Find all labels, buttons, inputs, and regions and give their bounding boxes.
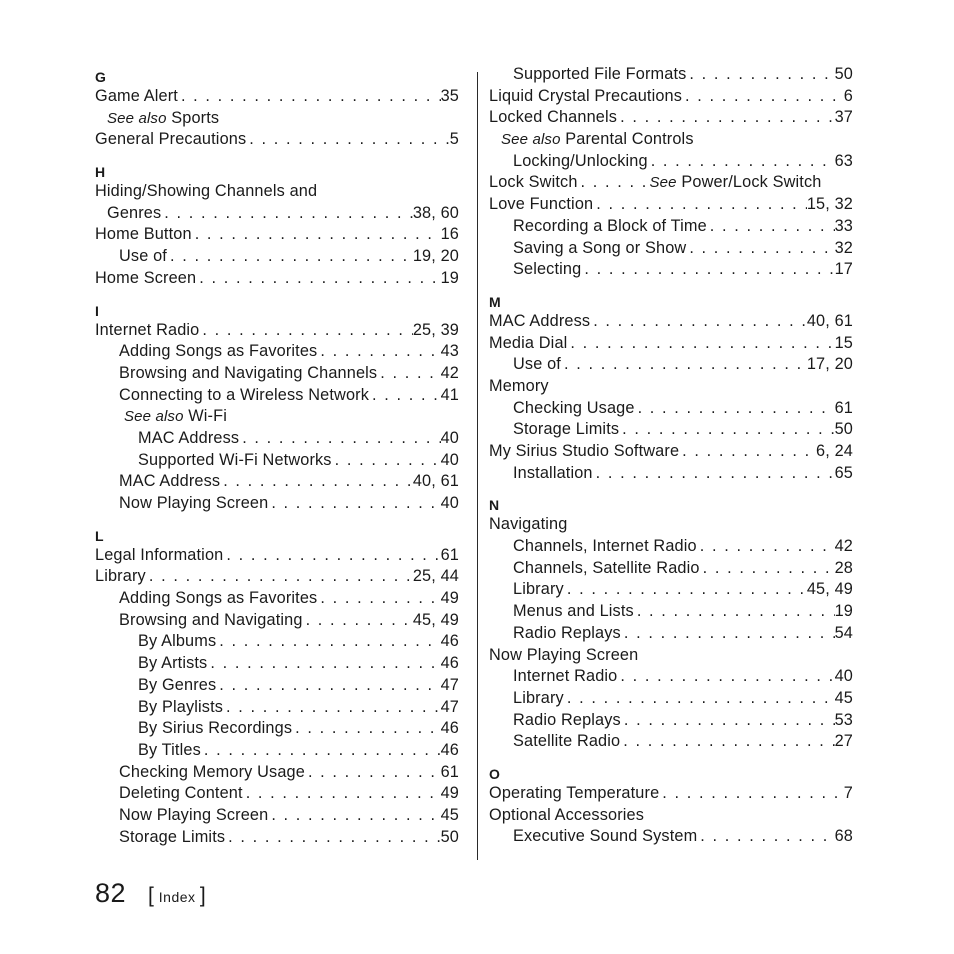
index-term: By Sirius Recordings	[138, 719, 293, 738]
index-entry	[95, 740, 459, 762]
index-term: Genres	[107, 203, 162, 222]
page-reference: 19, 20	[412, 247, 459, 266]
see-also-label: See also	[501, 131, 561, 149]
index-term: By Genres	[138, 675, 217, 694]
index-entry	[95, 697, 459, 719]
index-letter-heading: O	[489, 765, 500, 782]
index-entry	[489, 441, 853, 463]
index-entry	[95, 246, 459, 268]
index-entry	[95, 493, 459, 515]
dot-leader	[317, 341, 440, 363]
dot-leader	[561, 354, 807, 376]
index-entry	[489, 710, 853, 732]
dot-leader	[619, 419, 834, 441]
dot-leader	[635, 398, 835, 420]
index-term: By Albums	[138, 632, 217, 651]
page-reference: 50	[834, 420, 853, 439]
dot-leader	[292, 718, 440, 740]
dot-leader	[679, 441, 816, 463]
index-term: Now Playing Screen	[489, 645, 639, 664]
index-letter-heading: L	[95, 527, 104, 544]
section-name: Index	[158, 889, 196, 905]
index-entry	[489, 623, 853, 645]
page-reference: 68	[834, 827, 853, 846]
dot-leader	[268, 805, 440, 827]
dot-leader	[216, 631, 440, 653]
dot-leader	[590, 311, 807, 333]
index-term: Saving a Song or Show	[513, 238, 687, 257]
dot-leader	[369, 385, 441, 407]
page-reference: 46	[440, 632, 459, 651]
index-term: MAC Address	[119, 472, 221, 491]
index-term: By Playlists	[138, 697, 224, 716]
cross-reference: Power/Lock Switch	[681, 173, 822, 192]
page-reference: 15, 32	[806, 195, 853, 214]
index-entry	[489, 688, 853, 710]
index-term: Checking Usage	[513, 398, 635, 417]
index-term: By Titles	[138, 740, 201, 759]
page-reference: 63	[834, 151, 853, 170]
dot-leader	[216, 675, 440, 697]
index-entry	[95, 341, 459, 363]
index-term: Home Screen	[95, 268, 197, 287]
index-letter-heading: G	[95, 69, 106, 85]
dot-leader	[617, 666, 834, 688]
index-entry	[489, 129, 853, 151]
index-term: MAC Address	[138, 428, 240, 447]
index-entry	[95, 181, 459, 203]
page-reference: 53	[834, 710, 853, 729]
index-entry	[95, 653, 459, 675]
index-term: Adding Songs as Favorites	[119, 589, 318, 608]
index-term: Navigating	[489, 515, 568, 534]
dot-leader	[707, 216, 835, 238]
cross-reference: Wi-Fi	[188, 407, 227, 426]
dot-leader	[192, 224, 441, 246]
page-reference: 40	[440, 428, 459, 447]
page-reference: 37	[834, 108, 853, 127]
index-entry	[489, 645, 853, 667]
index-term: Installation	[513, 463, 593, 482]
page-reference: 5	[449, 130, 459, 149]
index-term: Memory	[489, 376, 549, 395]
dot-leader	[697, 536, 835, 558]
dot-leader	[317, 588, 440, 610]
index-entry	[95, 718, 459, 740]
page-reference: 49	[440, 589, 459, 608]
index-term: MAC Address	[489, 311, 591, 330]
dot-leader	[697, 826, 834, 848]
index-entry	[489, 536, 853, 558]
dot-leader	[207, 653, 440, 675]
page-reference: 15	[834, 333, 853, 352]
index-term: Checking Memory Usage	[119, 762, 305, 781]
index-entry	[489, 151, 853, 173]
page-reference: 19	[834, 602, 853, 621]
dot-leader	[223, 697, 441, 719]
page-reference: 49	[440, 784, 459, 803]
dot-leader	[220, 471, 413, 493]
page-reference: 40, 61	[412, 472, 459, 491]
index-term: Adding Songs as Favorites	[119, 342, 318, 361]
index-entry	[489, 579, 853, 601]
index-entry	[489, 826, 853, 848]
page-reference: 50	[440, 827, 459, 846]
index-term: Browsing and Navigating	[119, 610, 303, 629]
index-term: Satellite Radio	[513, 732, 621, 751]
page-reference: 61	[834, 398, 853, 417]
dot-leader	[303, 610, 413, 632]
index-term: Selecting	[513, 260, 582, 279]
index-entry	[489, 731, 853, 753]
index-term: Connecting to a Wireless Network	[119, 385, 370, 404]
page-reference: 61	[440, 762, 459, 781]
index-entry	[489, 238, 853, 260]
index-term: Operating Temperature	[489, 783, 660, 802]
page-reference: 41	[440, 385, 459, 404]
index-entry	[95, 224, 459, 246]
page-reference: 19	[440, 268, 459, 287]
index-entry	[489, 354, 853, 376]
index-column-right	[489, 64, 853, 848]
page-reference: 42	[834, 537, 853, 556]
see-also-label: See also	[124, 408, 184, 426]
index-entry	[95, 675, 459, 697]
index-entry	[95, 406, 459, 428]
index-term: Library	[513, 580, 564, 599]
index-letter-heading: I	[95, 302, 99, 319]
index-term: Internet Radio	[513, 667, 618, 686]
index-entry	[95, 827, 459, 849]
dot-leader	[305, 762, 441, 784]
dot-leader	[578, 172, 650, 194]
section-gap	[95, 515, 459, 523]
dot-leader	[659, 783, 844, 805]
page-number: 82	[95, 878, 127, 908]
index-term: Library	[95, 567, 146, 586]
index-entry	[95, 203, 459, 225]
see-label: See	[649, 174, 677, 192]
page-reference: 43	[440, 342, 459, 361]
index-entry	[489, 419, 853, 441]
index-term: Hiding/Showing Channels and	[95, 182, 318, 201]
index-entry	[489, 107, 853, 129]
index-entry	[95, 762, 459, 784]
page-reference: 33	[834, 216, 853, 235]
page-reference: 40	[834, 667, 853, 686]
dot-leader	[161, 203, 413, 225]
index-entry	[489, 259, 853, 281]
index-term: Now Playing Screen	[119, 805, 269, 824]
index-entry	[95, 450, 459, 472]
index-term: Now Playing Screen	[119, 494, 269, 512]
index-entry	[489, 333, 853, 355]
dot-leader	[621, 623, 835, 645]
index-entry	[95, 566, 459, 588]
index-entry	[95, 268, 459, 290]
index-term: By Artists	[138, 654, 208, 673]
index-entry	[489, 216, 853, 238]
page-reference: 28	[834, 558, 853, 577]
index-term: Menus and Lists	[513, 602, 634, 621]
dot-leader	[686, 64, 834, 86]
page-reference: 17, 20	[806, 355, 853, 374]
index-term: Game Alert	[95, 87, 178, 105]
page-reference: 7	[843, 783, 853, 802]
index-term: Supported Wi-Fi Networks	[138, 450, 332, 469]
page-reference: 38, 60	[412, 203, 459, 222]
dot-leader	[239, 428, 440, 450]
index-term: Library	[513, 688, 564, 707]
index-entry	[95, 631, 459, 653]
index-term: Lock Switch	[489, 173, 578, 192]
cross-reference: Parental Controls	[565, 130, 694, 149]
index-term: Locked Channels	[489, 108, 618, 127]
page-reference: 42	[440, 363, 459, 382]
page-reference: 61	[440, 545, 459, 564]
page-reference: 6	[843, 86, 853, 105]
index-term: Optional Accessories	[489, 805, 645, 824]
index-entry	[489, 463, 853, 485]
index-term: Storage Limits	[513, 420, 620, 439]
index-entry	[489, 601, 853, 623]
index-entry	[489, 194, 853, 216]
page-reference: 25, 44	[412, 567, 459, 586]
column-divider	[477, 72, 478, 860]
page-reference: 45, 49	[806, 580, 853, 599]
index-entry	[489, 376, 853, 398]
dot-leader	[682, 86, 844, 108]
index-entry	[489, 86, 853, 108]
index-term: Home Button	[95, 225, 192, 244]
index-entry	[489, 172, 853, 194]
index-entry	[489, 805, 853, 827]
page-reference: 46	[440, 654, 459, 673]
index-entry	[95, 610, 459, 632]
index-letter-heading: H	[95, 164, 106, 181]
dot-leader	[617, 107, 835, 129]
index-entry	[95, 588, 459, 610]
index-term: Browsing and Navigating Channels	[119, 363, 378, 382]
index-entry	[95, 86, 459, 108]
page-reference: 40	[440, 494, 459, 512]
dot-leader	[634, 601, 835, 623]
index-term: Use of	[119, 247, 167, 266]
index-entry	[95, 783, 459, 805]
index-entry	[95, 545, 459, 567]
index-entry	[489, 558, 853, 580]
index-term: Recording a Block of Time	[513, 216, 707, 235]
page-reference: 40	[440, 450, 459, 469]
index-term: Supported File Formats	[513, 65, 687, 83]
section-gap	[95, 151, 459, 159]
dot-leader	[246, 129, 450, 151]
page-reference: 47	[440, 675, 459, 694]
index-term: Love Function	[489, 195, 594, 214]
index-entry	[95, 363, 459, 385]
page-reference: 46	[440, 719, 459, 738]
section-label: [ Index ]	[148, 884, 207, 907]
page-reference: 47	[440, 697, 459, 716]
index-term: Deleting Content	[119, 784, 243, 803]
page-reference: 6, 24	[816, 442, 853, 460]
section-gap	[489, 281, 853, 289]
dot-leader	[201, 740, 441, 762]
dot-leader	[146, 566, 413, 588]
page-reference: 32	[834, 238, 853, 257]
dot-leader	[581, 259, 834, 281]
dot-leader	[593, 194, 807, 216]
dot-leader	[178, 86, 441, 108]
index-entry	[489, 514, 853, 536]
index-term: General Precautions	[95, 130, 247, 149]
index-term: Liquid Crystal Precautions	[489, 86, 683, 105]
dot-leader	[564, 579, 807, 601]
page-footer	[95, 878, 206, 909]
index-entry	[489, 666, 853, 688]
dot-leader	[332, 450, 441, 472]
page-reference: 54	[834, 623, 853, 642]
dot-leader	[621, 710, 835, 732]
page-reference: 45	[440, 805, 459, 824]
index-entry	[489, 64, 853, 86]
index-entry	[489, 398, 853, 420]
index-term: Channels, Satellite Radio	[513, 558, 700, 577]
page-reference: 46	[440, 740, 459, 759]
index-entry	[95, 129, 459, 151]
index-term: My Sirius Studio Software	[489, 442, 680, 460]
dot-leader	[377, 363, 440, 385]
index-letter-heading: M	[489, 293, 501, 310]
section-gap	[489, 753, 853, 761]
dot-leader	[700, 558, 835, 580]
dot-leader	[196, 268, 440, 290]
index-entry	[95, 108, 459, 130]
dot-leader	[648, 151, 835, 173]
page-reference: 65	[834, 463, 853, 482]
index-entry	[95, 320, 459, 342]
dot-leader	[620, 731, 834, 753]
page-reference: 35	[440, 87, 459, 105]
page-reference: 50	[834, 65, 853, 83]
index-term: Internet Radio	[95, 320, 200, 339]
page-reference: 25, 39	[412, 320, 459, 339]
index-entry	[95, 471, 459, 493]
dot-leader	[567, 333, 834, 355]
index-term: Media Dial	[489, 333, 568, 352]
index-term: Legal Information	[95, 545, 224, 564]
page-reference: 40, 61	[806, 311, 853, 330]
index-term: Storage Limits	[119, 827, 226, 846]
section-gap	[95, 290, 459, 298]
page-reference: 45, 49	[412, 610, 459, 629]
index-entry	[95, 385, 459, 407]
dot-leader	[225, 827, 440, 849]
index-term: Locking/Unlocking	[513, 151, 648, 170]
dot-leader	[564, 688, 835, 710]
index-entry	[489, 783, 853, 805]
index-entry	[95, 428, 459, 450]
dot-leader	[199, 320, 412, 342]
page-reference: 27	[834, 732, 853, 751]
dot-leader	[268, 493, 440, 515]
index-column-left	[95, 64, 459, 848]
section-gap	[489, 484, 853, 492]
index-term: Executive Sound System	[513, 827, 698, 846]
dot-leader	[167, 246, 413, 268]
page-reference: 17	[834, 260, 853, 279]
page-reference: 45	[834, 688, 853, 707]
dot-leader	[243, 783, 441, 805]
dot-leader	[223, 545, 440, 567]
dot-leader	[593, 463, 835, 485]
see-also-label: See also	[107, 109, 167, 127]
page-reference: 16	[440, 225, 459, 244]
index-entry	[489, 311, 853, 333]
cross-reference: Sports	[171, 108, 220, 127]
dot-leader	[686, 238, 834, 260]
index-term: Radio Replays	[513, 623, 621, 642]
index-letter-heading: N	[489, 497, 500, 514]
index-entry	[95, 805, 459, 827]
index-term: Radio Replays	[513, 710, 621, 729]
index-term: Use of	[513, 355, 561, 374]
index-term: Channels, Internet Radio	[513, 537, 697, 556]
